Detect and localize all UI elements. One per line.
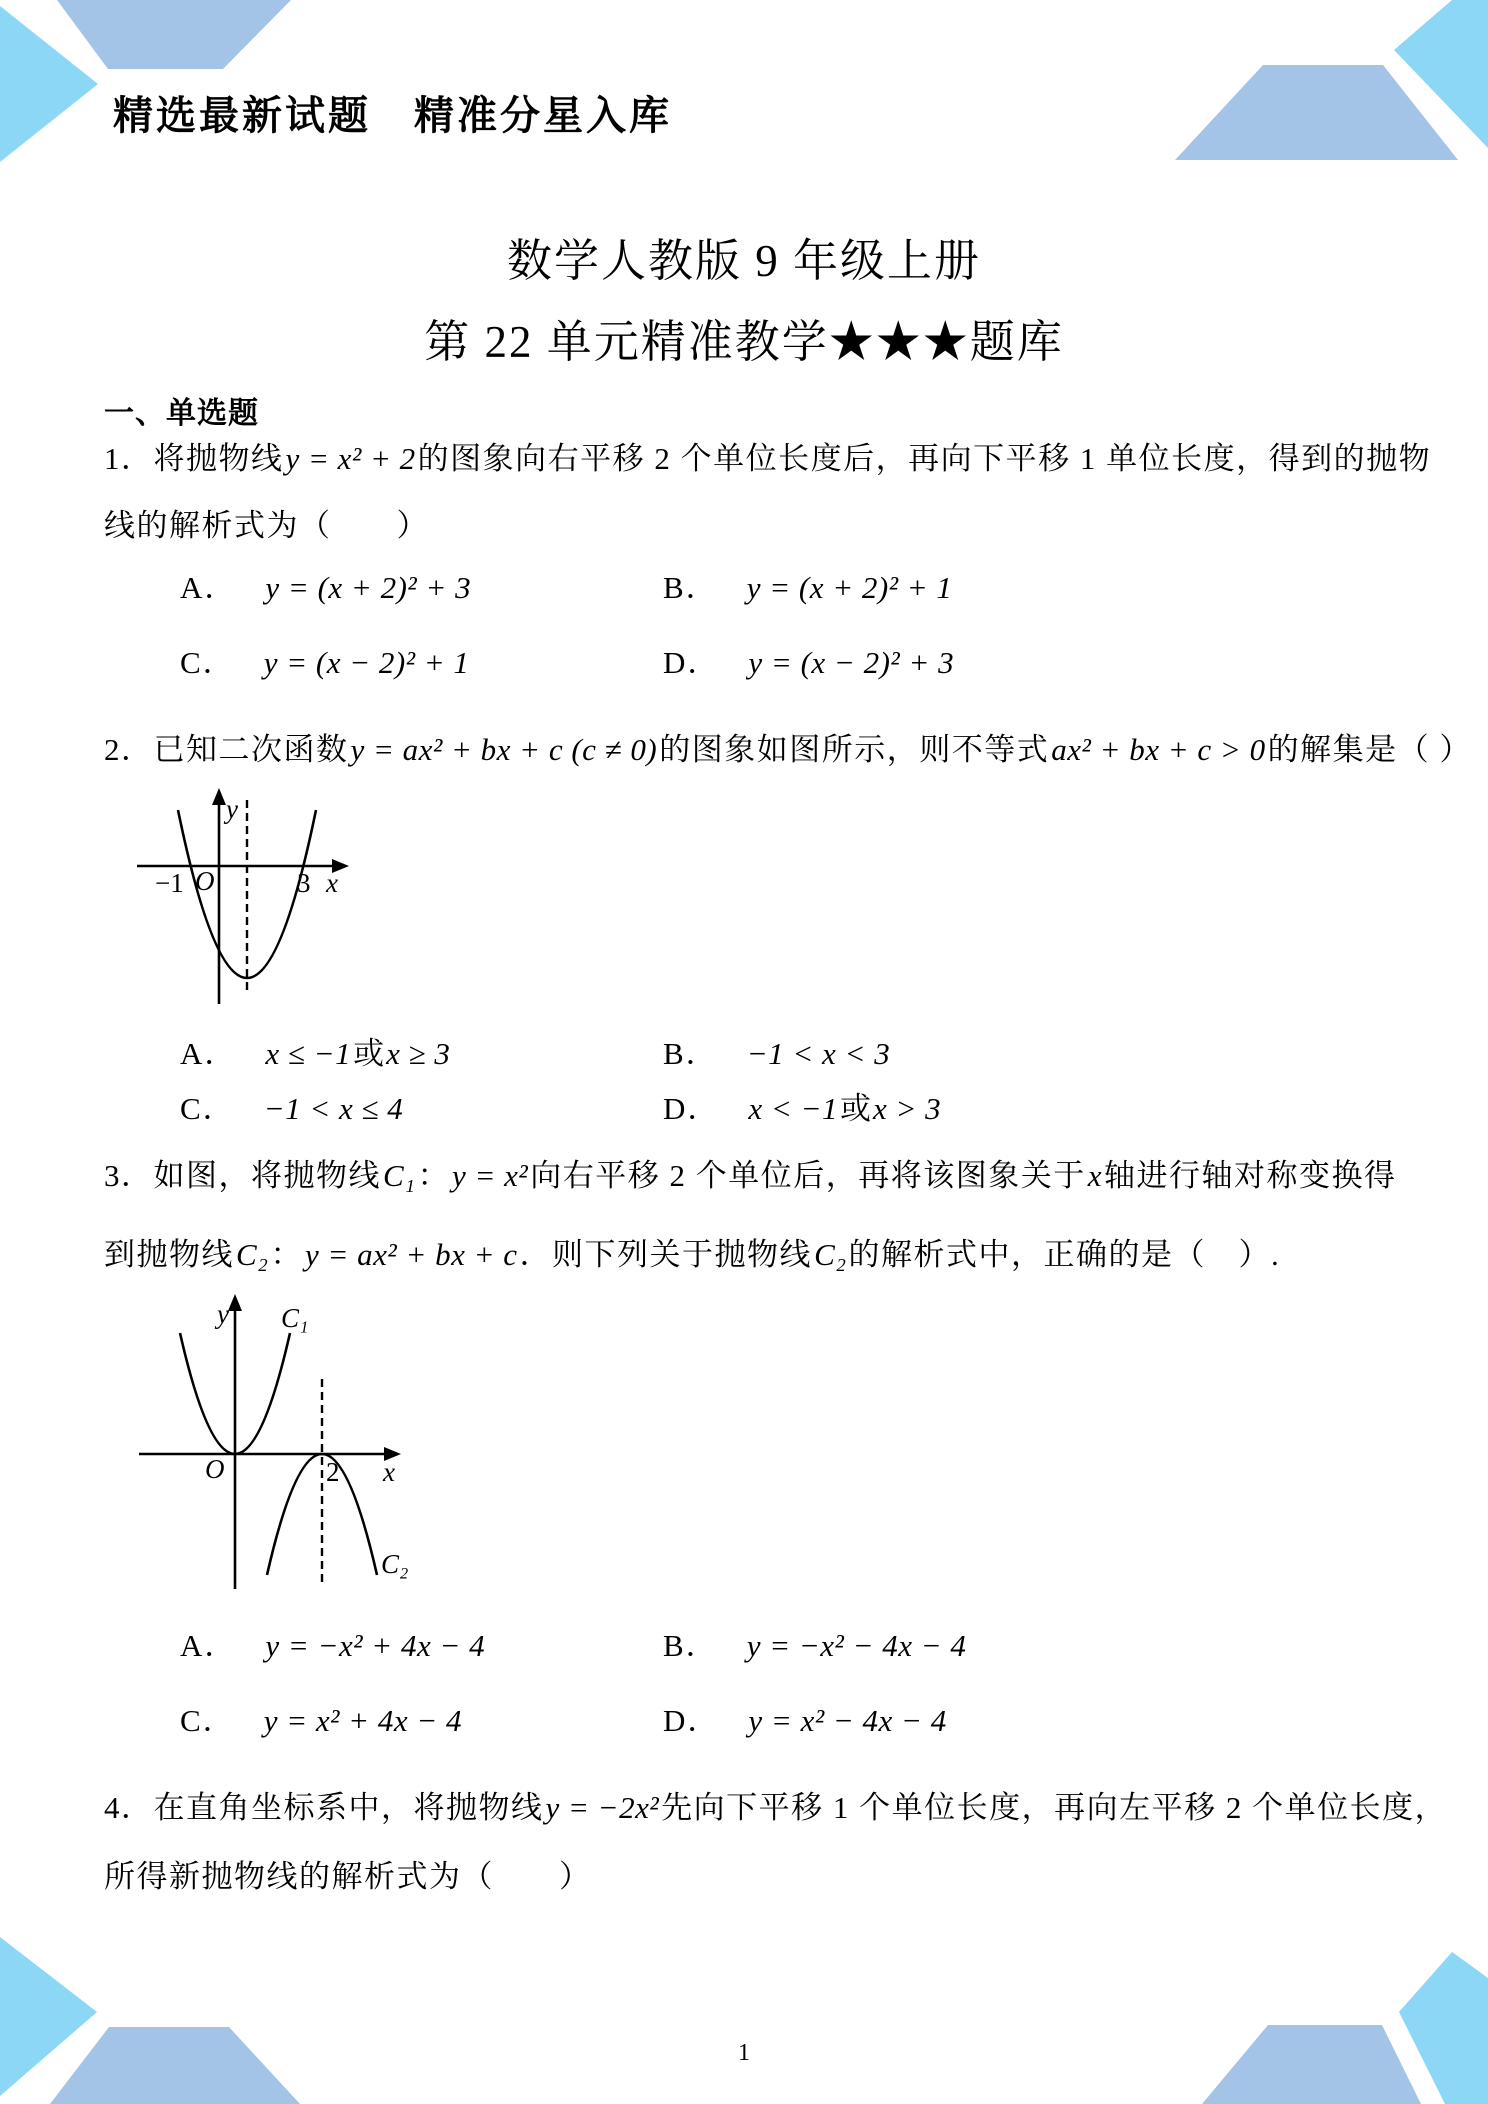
decor-top-right-trapezoid [1175,65,1458,160]
x-axis-label: x [383,1457,395,1487]
question-3-line-1: 3．如图，将抛物线C₁：y = x²向右平移 2 个单位后，再将该图象关于x轴进行轴对称变换得 [104,1158,1397,1193]
decor-top-left-trapezoid [57,0,291,69]
question-3-parabolas-figure [133,1293,413,1595]
question-1-option-d: D． y = (x − 2)² + 3 [663,645,955,680]
question-1-line-1: 1．将抛物线y = x² + 2的图象向右平移 2 个单位长度后，再向下平移 1 单位长度，得到的抛物 [104,441,1432,476]
question-1-line-2: 线的解析式为（ ） [104,508,429,543]
question-2-option-a: A． x ≤ −1或x ≥ 3 [180,1036,451,1071]
question-3-option-b: B． y = −x² − 4x − 4 [663,1628,967,1663]
option-formula: y = (x − 2)² + 3 [748,645,955,680]
question-3-options-row-1 [180,1620,1390,1664]
question-2-options-row-2 [180,1083,1390,1127]
origin-label: O [195,866,215,896]
option-formula: x ≤ −1或x ≥ 3 [265,1036,451,1071]
question-3-option-c: C． y = x² + 4x − 4 [180,1703,463,1738]
x-intercept-minus-1: −1 [155,868,184,898]
option-formula: y = (x − 2)² + 1 [263,645,470,680]
question-3-options-row-2 [180,1695,1390,1739]
question-4-line-1: 4．在直角坐标系中，将抛物线y = −2x²先向下平移 1 个单位长度，再向左平移 2 个单位长度， [104,1790,1448,1825]
origin-label: O [205,1454,225,1484]
question-1-options-row-2 [180,637,1390,681]
question-1-option-a: A． y = (x + 2)² + 3 [180,570,472,605]
option-formula: y = (x + 2)² + 3 [265,570,472,605]
question-2-options-row-1 [180,1028,1390,1072]
question-1-options-row-1 [180,562,1390,606]
x-axis-label: x [326,868,338,898]
y-axis-label: y [217,1299,229,1329]
y-axis-label: y [226,794,238,824]
option-formula: −1 < x < 3 [746,1036,891,1071]
y-axis-arrow [212,788,226,805]
option-formula: y = x² − 4x − 4 [748,1703,947,1738]
question-2-option-b: B． −1 < x < 3 [663,1036,891,1071]
section-heading: 一、单选题 [104,397,259,430]
question-2-line-1: 2．已知二次函数y = ax² + bx + c (c ≠ 0)的图象如图所示，则不等式ax² + bx + c > 0的解集是（ ） [104,732,1472,767]
question-3-line-2: 到抛物线C₂：y = ax² + bx + c．则下列关于抛物线C₂的解析式中，正确的是（ ）. [104,1237,1281,1272]
document-title-line2: 第 22 单元精准教学★★★题库 [424,317,1064,367]
curve-c1-label: C₁ [281,1303,309,1333]
page-number: 1 [738,2040,750,2066]
x-value-2-label: 2 [326,1457,340,1487]
question-3-option-d: D． y = x² − 4x − 4 [663,1703,947,1738]
option-formula: y = (x + 2)² + 1 [746,570,953,605]
document-title-line1: 数学人教版 9 年级上册 [506,236,981,286]
question-1-option-c: C． y = (x − 2)² + 1 [180,645,470,680]
x-intercept-3: 3 [297,868,311,898]
option-formula: y = −x² + 4x − 4 [265,1628,486,1663]
decor-bottom-right-diamond [1399,1952,1488,2104]
question-2-option-c: C． −1 < x ≤ 4 [180,1091,404,1126]
option-formula: y = −x² − 4x − 4 [746,1628,967,1663]
header-slogan: 精选最新试题 精准分星入库 [113,94,672,138]
y-axis-arrow [228,1294,242,1311]
question-4-line-2: 所得新抛物线的解析式为（ ） [104,1859,592,1894]
question-1-option-b: B． y = (x + 2)² + 1 [663,570,953,605]
option-formula: −1 < x ≤ 4 [263,1091,404,1126]
option-formula: x < −1或x > 3 [748,1091,942,1126]
question-2-parabola-figure [133,786,351,1008]
question-3-option-a: A． y = −x² + 4x − 4 [180,1628,486,1663]
question-2-option-d: D． x < −1或x > 3 [663,1091,942,1126]
curve-c2-label: C₂ [381,1549,409,1579]
option-formula: y = x² + 4x − 4 [263,1703,463,1738]
